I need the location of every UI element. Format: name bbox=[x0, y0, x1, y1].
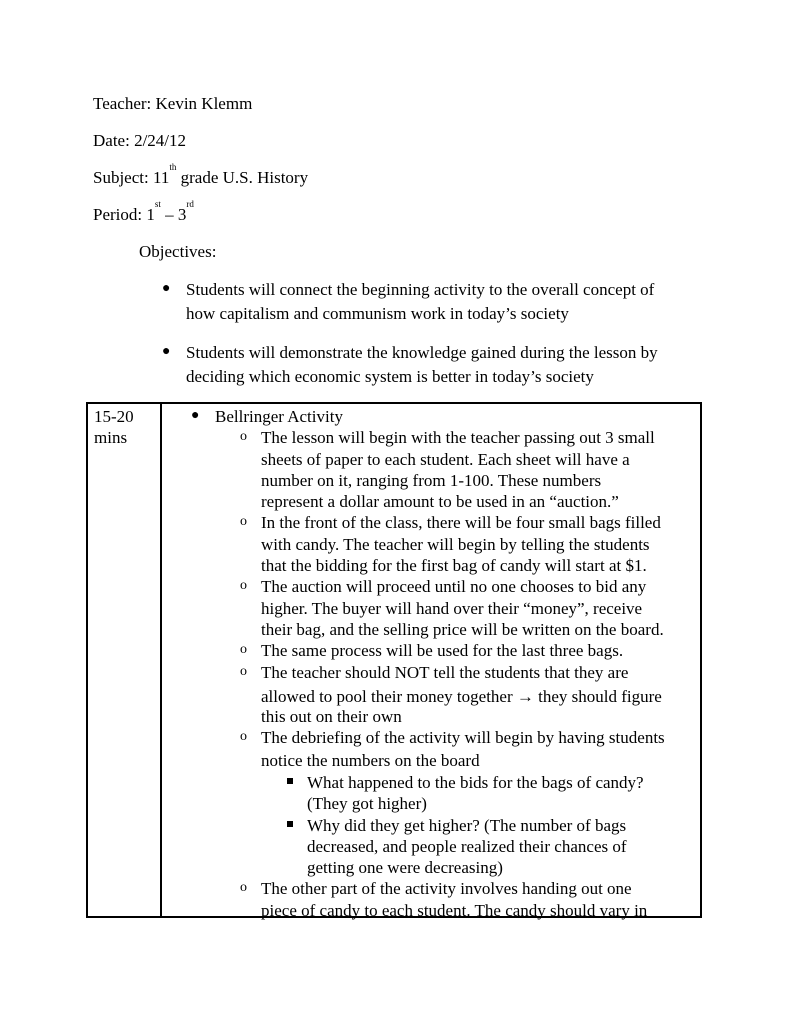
period-line: Period: 1st – 3rd bbox=[93, 199, 194, 224]
subject-line: Subject: 11th grade U.S. History bbox=[93, 162, 309, 187]
step-5-line-2: allowed to pool their money together → they should figure bbox=[261, 687, 662, 706]
step-4-line-1: The same process will be used for the last three bags. bbox=[261, 641, 624, 660]
step-1-line-4: represent a dollar amount to be used in an “auction.” bbox=[261, 492, 619, 511]
question-2-line-2: decreased, and people realized their chances of bbox=[307, 837, 627, 856]
time-unit: mins bbox=[94, 428, 128, 447]
table-row bbox=[87, 403, 701, 917]
date-line: Date: 2/24/12 bbox=[93, 131, 187, 150]
step-2-line-1: In the front of the class, there will be four small bags filled bbox=[261, 513, 661, 532]
square-bullet-icon bbox=[287, 778, 293, 784]
circle-bullet-icon: o bbox=[240, 729, 247, 744]
circle-bullet-icon: o bbox=[240, 664, 247, 679]
step-2-line-2: with candy. The teacher will begin by telling the students bbox=[261, 535, 650, 554]
question-1-line-1: What happened to the bids for the bags of candy? bbox=[307, 773, 644, 792]
step-7-line-1: The other part of the activity involves handing out one bbox=[261, 879, 632, 898]
time-value: 15-20 bbox=[94, 407, 134, 426]
question-2-line-1: Why did they get higher? (The number of bags bbox=[307, 816, 627, 835]
objective-1-line-1: Students will connect the beginning activity to the overall concept of bbox=[186, 280, 655, 299]
step-5-line-3: this out on their own bbox=[261, 707, 402, 726]
bullet-icon: ● bbox=[162, 344, 171, 359]
step-3-line-3: their bag, and the selling price will be written on the board. bbox=[261, 620, 664, 639]
activity-cell bbox=[161, 403, 701, 920]
question-1-line-2: (They got higher) bbox=[307, 794, 427, 813]
bullet-icon: ● bbox=[191, 408, 200, 423]
step-1-line-2: sheets of paper to each student. Each sheet will have a bbox=[261, 450, 630, 469]
bullet-icon: ● bbox=[162, 281, 171, 296]
square-bullet-icon bbox=[287, 821, 293, 827]
objective-2-line-1: Students will demonstrate the knowledge gained during the lesson by bbox=[186, 343, 658, 362]
objective-2-line-2: deciding which economic system is better in today’s society bbox=[186, 367, 594, 386]
step-6-line-1: The debriefing of the activity will begin by having students bbox=[261, 728, 665, 747]
lesson-plan-table bbox=[86, 402, 702, 918]
step-5-line-1: The teacher should NOT tell the students that they are bbox=[261, 663, 629, 682]
step-3-line-1: The auction will proceed until no one chooses to bid any bbox=[261, 577, 647, 596]
step-7-line-2: piece of candy to each student. The candy should vary in bbox=[261, 901, 648, 920]
question-2-line-3: getting one were decreasing) bbox=[307, 858, 503, 877]
circle-bullet-icon: o bbox=[240, 514, 247, 529]
teacher-line: Teacher: Kevin Klemm bbox=[93, 94, 253, 113]
time-cell bbox=[87, 403, 161, 917]
step-2-line-3: that the bidding for the first bag of candy will start at $1. bbox=[261, 556, 647, 575]
circle-bullet-icon: o bbox=[240, 642, 247, 657]
step-1-line-3: number on it, ranging from 1-100. These numbers bbox=[261, 471, 602, 490]
circle-bullet-icon: o bbox=[240, 429, 247, 444]
step-3-line-2: higher. The buyer will hand over their “money”, receive bbox=[261, 599, 643, 618]
circle-bullet-icon: o bbox=[240, 880, 247, 895]
objectives-heading: Objectives: bbox=[139, 242, 217, 261]
step-6-line-2: notice the numbers on the board bbox=[261, 751, 480, 770]
activity-title: Bellringer Activity bbox=[215, 407, 343, 426]
objective-1-line-2: how capitalism and communism work in today’s society bbox=[186, 304, 569, 323]
circle-bullet-icon: o bbox=[240, 578, 247, 593]
step-1-line-1: The lesson will begin with the teacher passing out 3 small bbox=[261, 428, 655, 447]
